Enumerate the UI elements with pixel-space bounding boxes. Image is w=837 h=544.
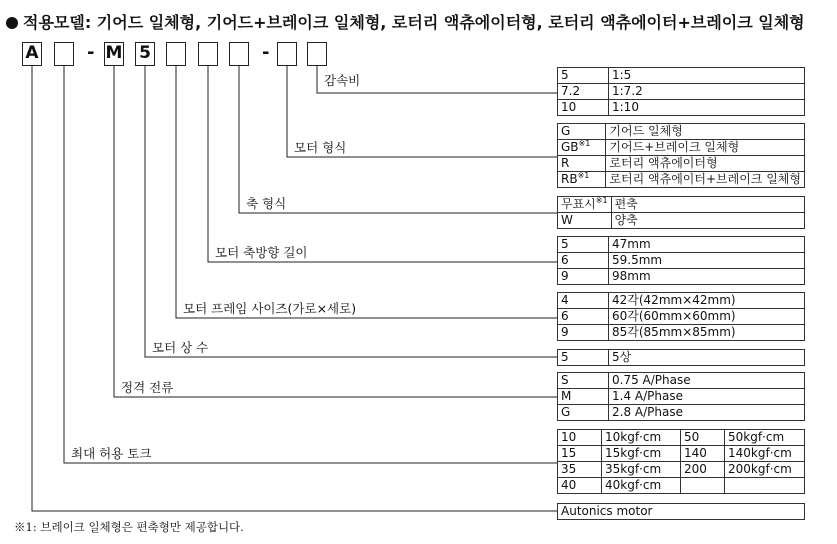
line-shaft-length	[208, 66, 557, 262]
cell-code: 35	[558, 462, 602, 478]
cell-desc: 60각(60mm×60mm)	[609, 309, 805, 325]
table-row	[558, 430, 805, 446]
label-shaft-type: 축 형식	[246, 196, 287, 211]
line-frame-size	[176, 66, 557, 318]
table-row	[558, 237, 805, 253]
cell-code	[681, 478, 725, 494]
cell-code: GB$^{※1}$	[558, 140, 606, 156]
cell-code: G	[558, 124, 606, 140]
table-row	[558, 172, 805, 188]
table-row	[558, 325, 805, 341]
cell-brand: Autonics motor	[558, 504, 805, 520]
cell-desc: 10kgf·cm	[602, 430, 681, 446]
footnote: ※1: 브레이크 일체형은 편축형만 제공합니다.	[14, 520, 244, 534]
cell-code: 무표시$^{※1}$	[558, 197, 612, 213]
table-row	[558, 68, 805, 84]
cell-desc: 59.5mm	[609, 253, 805, 269]
cell-code: 10	[558, 430, 602, 446]
cell-desc: 1:5	[609, 68, 805, 84]
table-row	[558, 405, 805, 421]
label-phase: 모터 상 수	[152, 340, 209, 355]
cell-desc	[725, 478, 805, 494]
label-ratio: 감속비	[324, 73, 361, 88]
code-box-1: A	[22, 42, 42, 66]
cell-desc: 5상	[609, 350, 805, 366]
cell-code: S	[558, 373, 609, 389]
table-row	[558, 100, 805, 116]
table-row	[558, 389, 805, 405]
line-torque	[64, 66, 557, 463]
table-motor-type	[557, 123, 805, 188]
cell-code: 5	[558, 68, 609, 84]
cell-desc: 40kgf·cm	[602, 478, 681, 494]
table-phase	[557, 349, 805, 366]
code-dash-2: -	[262, 42, 270, 63]
cell-desc: 로터리 액츄에이터형	[606, 156, 805, 172]
table-row	[558, 478, 805, 494]
cell-desc: 2.8 A/Phase	[609, 405, 805, 421]
cell-code: 7.2	[558, 84, 609, 100]
cell-desc: 85각(85mm×85mm)	[609, 325, 805, 341]
label-motor-type: 모터 형식	[294, 140, 347, 155]
cell-desc: 1.4 A/Phase	[609, 389, 805, 405]
table-row	[558, 293, 805, 309]
label-current: 정격 전류	[121, 380, 174, 395]
cell-code: 40	[558, 478, 602, 494]
code-box-3: M	[104, 42, 124, 66]
table-row	[558, 504, 805, 520]
table-brand	[557, 503, 805, 520]
title-text: 적용모델: 기어드 일체형, 기어드+브레이크 일체형, 로터리 액츄에이터형, 로터리 액츄에이터+브레이크 일체형	[23, 13, 805, 32]
table-row	[558, 350, 805, 366]
cell-code: W	[558, 213, 612, 229]
cell-desc: 1:7.2	[609, 84, 805, 100]
cell-code: R	[558, 156, 606, 172]
cell-code: 4	[558, 293, 609, 309]
cell-code: 6	[558, 309, 609, 325]
table-current	[557, 372, 805, 421]
cell-desc: 0.75 A/Phase	[609, 373, 805, 389]
cell-desc: 50kgf·cm	[725, 430, 805, 446]
table-ratio	[557, 67, 805, 116]
cell-code: 15	[558, 446, 602, 462]
cell-code: 50	[681, 430, 725, 446]
cell-code: 6	[558, 253, 609, 269]
table-shaft-length	[557, 236, 805, 285]
cell-code: M	[558, 389, 609, 405]
table-row	[558, 156, 805, 172]
table-row	[558, 84, 805, 100]
table-row	[558, 213, 805, 229]
cell-desc: 양축	[611, 213, 804, 229]
table-row	[558, 124, 805, 140]
cell-desc: 42각(42mm×42mm)	[609, 293, 805, 309]
table-frame-size	[557, 292, 805, 341]
cell-desc: 기어드+브레이크 일체형	[606, 140, 805, 156]
table-row	[558, 462, 805, 478]
cell-code: 10	[558, 100, 609, 116]
label-frame-size: 모터 프레임 사이즈(가로×세로)	[183, 301, 357, 316]
table-row	[558, 373, 805, 389]
code-box-4: 5	[135, 42, 155, 66]
cell-desc: 35kgf·cm	[602, 462, 681, 478]
table-row	[558, 253, 805, 269]
label-shaft-length: 모터 축방향 길이	[215, 245, 308, 260]
label-torque: 최대 허용 토크	[71, 446, 152, 461]
cell-code: 9	[558, 269, 609, 285]
cell-desc: 편축	[611, 197, 804, 213]
cell-desc: 98mm	[609, 269, 805, 285]
cell-code: 5	[558, 350, 609, 366]
cell-code: RB$^{※1}$	[558, 172, 606, 188]
cell-desc: 로터리 액츄에이터+브레이크 일체형	[606, 172, 805, 188]
table-shaft-type	[557, 196, 805, 229]
cell-desc: 기어드 일체형	[606, 124, 805, 140]
table-row	[558, 269, 805, 285]
cell-code: G	[558, 405, 609, 421]
cell-desc: 1:10	[609, 100, 805, 116]
table-row	[558, 140, 805, 156]
cell-code: 140	[681, 446, 725, 462]
code-dash-1: -	[87, 42, 95, 63]
table-row	[558, 197, 805, 213]
cell-code: 5	[558, 237, 609, 253]
table-row	[558, 446, 805, 462]
table-torque	[557, 429, 805, 494]
cell-code: 9	[558, 325, 609, 341]
cell-desc: 140kgf·cm	[725, 446, 805, 462]
cell-desc: 200kgf·cm	[725, 462, 805, 478]
cell-desc: 47mm	[609, 237, 805, 253]
cell-code: 200	[681, 462, 725, 478]
table-row	[558, 309, 805, 325]
line-brand	[32, 66, 557, 511]
cell-desc: 15kgf·cm	[602, 446, 681, 462]
